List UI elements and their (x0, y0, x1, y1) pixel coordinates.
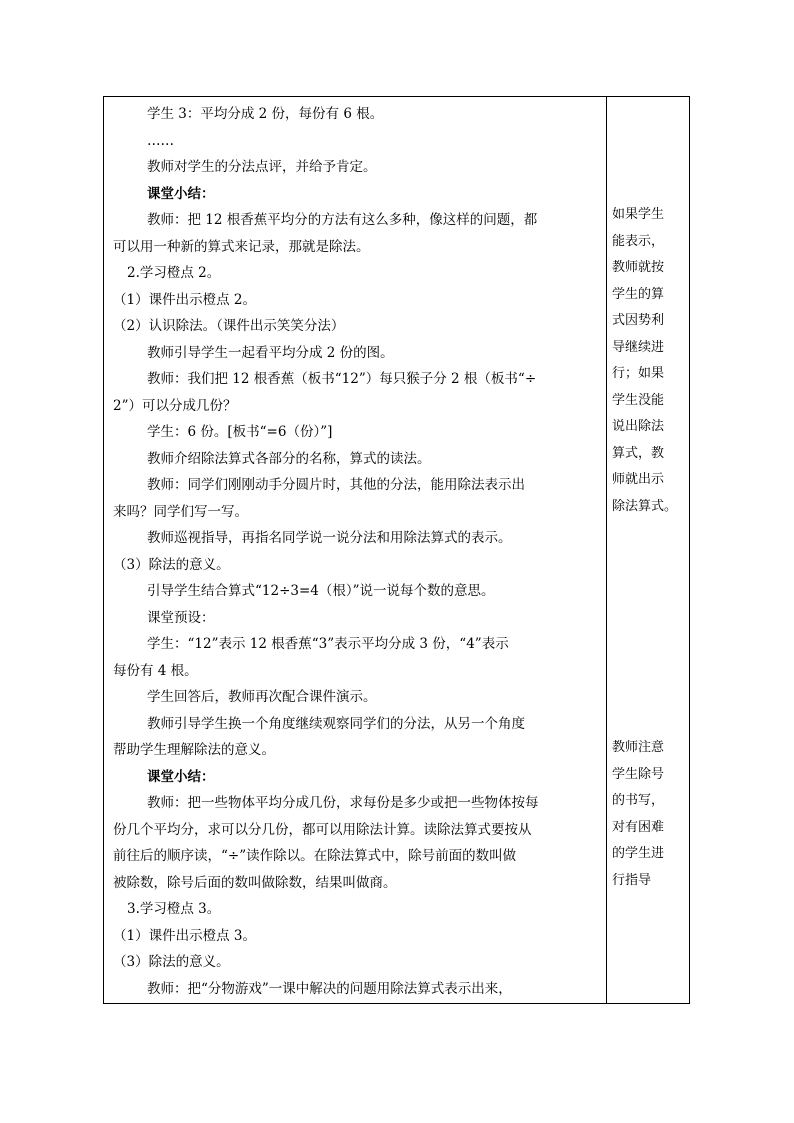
text-line: 前往后的顺序读，“÷”读作除以。在除法算式中，除号前面的数叫做 (113, 848, 517, 864)
text-line: 份几个平均分，求可以分几份，都可以用除法计算。读除法算式要按从 (113, 821, 532, 838)
side-note-line: 对有困难 (612, 819, 665, 835)
text-line: …… (147, 132, 174, 149)
text-line: 帮助学生理解除法的意义。 (113, 742, 275, 758)
lesson-plan-table (103, 96, 690, 1004)
text-line: 教师：把一些物体平均分成几份，求每份是多少或把一些物体按每 (147, 795, 539, 811)
text-line: （1）课件出示橙点 3。 (113, 927, 256, 944)
text-line: 教师引导学生一起看平均分成 2 份的图。 (147, 344, 394, 361)
side-note-line: 师就出示 (612, 472, 665, 487)
text-line: 教师对学生的分法点评，并给予肯定。 (147, 159, 377, 175)
text-line: （3）除法的意义。 (113, 556, 230, 573)
text-line: （3）除法的意义。 (113, 954, 230, 970)
side-note-line: 教师注意 (612, 740, 665, 755)
side-note-line: 能表示， (612, 233, 665, 249)
text-line: 课堂预设： (147, 609, 215, 626)
text-line: 引导学生结合算式“12÷3=4（根）”说一说每个数的意思。 (147, 583, 495, 599)
text-line: 被除数，除号后面的数叫做除数，结果叫做商。 (113, 874, 397, 891)
side-note-line: 学生没能 (612, 392, 665, 408)
text-line: 2”）可以分成几份？ (113, 397, 237, 414)
text-line: 可以用一种新的算式来记录，那就是除法。 (113, 238, 370, 255)
side-note-line: 导继续进 (612, 339, 665, 355)
text-line: （1）课件出示橙点 2。 (113, 291, 256, 308)
text-line: 来吗？同学们写一写。 (113, 503, 248, 520)
text-line: 教师：把“分物游戏”一课中解决的问题用除法算式表示出来， (147, 980, 512, 997)
side-note-line: 行；如果 (612, 366, 665, 381)
side-note-line: 式因势利 (612, 313, 665, 328)
text-line: 3.学习橙点 3。 (127, 901, 221, 917)
side-note-line: 学生的算 (612, 286, 665, 302)
text-line: 教师：同学们刚刚动手分圆片时，其他的分法，能用除法表示出 (147, 477, 525, 493)
text-line: 学生 3：平均分成 2 份，每份有 6 根。 (147, 106, 384, 122)
side-note-line: 教师就按 (612, 260, 665, 275)
text-line: 课堂小结： (147, 185, 215, 202)
side-note-line: 学生除号 (612, 766, 665, 782)
text-line: 学生回答后，教师再次配合课件演示。 (147, 689, 377, 705)
column-divider (606, 97, 607, 1003)
text-line: 教师：我们把 12 根香蕉（板书“12”）每只猴子分 2 根（板书“÷ (147, 371, 537, 387)
text-line: 课堂小结： (147, 768, 215, 785)
side-note-line: 的学生进 (612, 846, 665, 861)
side-note-line: 行指导 (612, 872, 652, 888)
side-note-line: 算式，教 (612, 445, 665, 461)
text-line: 教师引导学生换一个角度继续观察同学们的分法，从另一个角度 (147, 715, 525, 732)
text-line: 教师：把 12 根香蕉平均分的方法有这么多种，像这样的问题，都 (147, 212, 538, 228)
text-line: 2.学习橙点 2。 (127, 265, 221, 281)
text-line: 学生：“12”表示 12 根香蕉“3”表示平均分成 3 份，“4”表示 (147, 636, 509, 652)
side-note-line: 说出除法 (612, 419, 665, 434)
side-note-line: 除法算式。 (612, 498, 678, 514)
text-line: （2）认识除法。（课件出示笑笑分法） (113, 318, 345, 334)
text-line: 教师介绍除法算式各部分的名称，算式的读法。 (147, 450, 431, 467)
side-note-line: 的书写， (612, 793, 665, 808)
text-line: 每份有 4 根。 (113, 662, 198, 679)
side-note-line: 如果学生 (612, 207, 665, 222)
text-line: 学生：6 份。[板书“=6（份）”] (147, 424, 333, 440)
text-line: 教师巡视指导，再指名同学说一说分法和用除法算式的表示。 (147, 530, 512, 546)
